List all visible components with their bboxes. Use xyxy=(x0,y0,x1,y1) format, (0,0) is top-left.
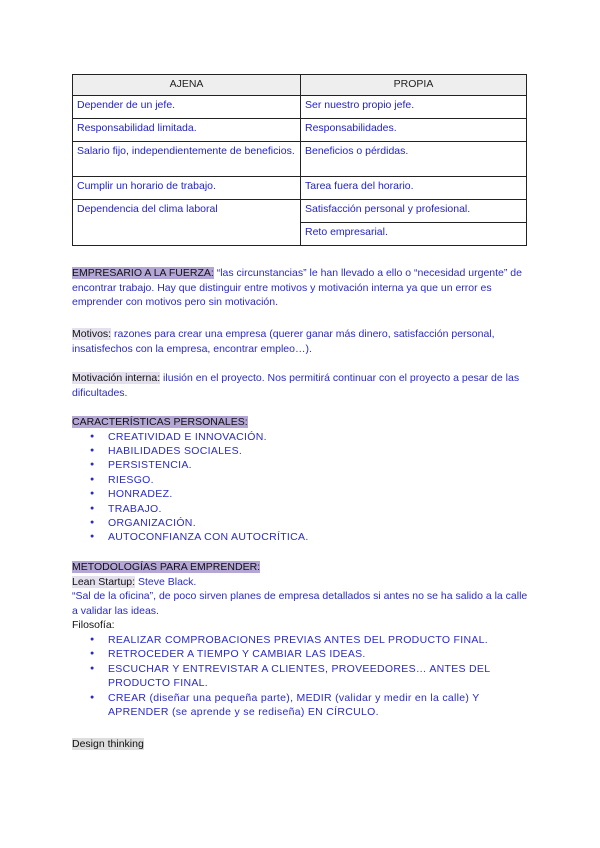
filosofia-list xyxy=(72,633,532,719)
metodologias-heading: METODOLOGÍAS PARA EMPRENDER: xyxy=(72,561,261,573)
table-cell: Ser nuestro propio jefe. xyxy=(301,96,527,119)
caracteristicas-heading: CARACTERÍSTICAS PERSONALES: xyxy=(72,416,248,428)
design-thinking-section xyxy=(72,737,532,752)
list-item: ● RETROCEDER A TIEMPO Y CAMBIAR LAS IDEAS. xyxy=(108,647,532,661)
list-item: ● AUTOCONFIANZA CON AUTOCRÍTICA. xyxy=(108,530,532,544)
lean-label: Lean Startup: xyxy=(72,575,136,588)
table-cell: Reto empresarial. xyxy=(301,223,527,246)
empresario-label: EMPRESARIO A LA FUERZA: xyxy=(72,267,214,279)
header-propia: PROPIA xyxy=(301,75,527,96)
caracteristicas-list xyxy=(72,430,532,545)
metodologias-section xyxy=(72,560,532,719)
list-item: ● PERSISTENCIA. xyxy=(108,458,532,472)
lean-author: Steve Black. xyxy=(135,575,197,588)
motivacion-text: ilusión en el proyecto. Nos permitirá continuar con el proyecto a pesar de las dificultades. xyxy=(72,372,520,399)
list-item: ● HONRADEZ. xyxy=(108,487,532,501)
table-cell: Beneficios o pérdidas. xyxy=(301,142,527,177)
table-cell: Tarea fuera del horario. xyxy=(301,177,527,200)
table-cell: Cumplir un horario de trabajo. xyxy=(73,177,301,200)
motivos-label: Motivos: xyxy=(72,328,112,340)
empresario-text: “las circunstancias” le han llevado a ello o “necesidad urgente” de encontrar trabajo. Hay que distinguir entre motivos y motivación interna ya que un error es emprender con motivos pero sin motivación. xyxy=(72,267,522,309)
motivacion-paragraph xyxy=(72,371,532,400)
list-item: ● REALIZAR COMPROBACIONES PREVIAS ANTES DEL PRODUCTO FINAL. xyxy=(108,633,532,647)
table-cell: Dependencia del clima laboral xyxy=(73,200,301,246)
table-row xyxy=(73,142,527,177)
table-cell: Depender de un jefe. xyxy=(73,96,301,119)
list-item: ● ORGANIZACIÓN. xyxy=(108,516,532,530)
filosofia-label: Filosofía: xyxy=(72,619,115,632)
list-item: ● TRABAJO. xyxy=(108,502,532,516)
motivos-paragraph xyxy=(72,327,532,356)
header-ajena: AJENA xyxy=(73,75,301,96)
list-item: ● HABILIDADES SOCIALES. xyxy=(108,444,532,458)
comparison-table xyxy=(72,74,527,246)
table-cell: Satisfacción personal y profesional. xyxy=(301,200,527,223)
table-cell: Salario fijo, independientemente de beneficios. xyxy=(73,142,301,177)
motivos-text: razones para crear una empresa (querer ganar más dinero, satisfacción personal, insatisfechos con la empresa, encontrar empleo…). xyxy=(72,328,495,355)
table-cell: Responsabilidad limitada. xyxy=(73,119,301,142)
table-cell: Responsabilidades. xyxy=(301,119,527,142)
list-item: ● CREAR (diseñar una pequeña parte), MEDIR (validar y medir en la calle) Y APRENDER (se aprende y se rediseña) EN CÍRCULO. xyxy=(108,691,532,720)
list-item: ● RIESGO. xyxy=(108,473,532,487)
table-row xyxy=(73,96,527,119)
lean-quote: “Sal de la oficina”, de poco sirven planes de empresa detallados si antes no se ha salido a la calle a validar las ideas. xyxy=(72,590,528,617)
empresario-paragraph xyxy=(72,266,532,310)
motivacion-label: Motivación interna: xyxy=(72,372,161,384)
table-row xyxy=(73,177,527,200)
caracteristicas-section xyxy=(72,415,532,545)
table-row xyxy=(73,119,527,142)
design-thinking-heading: Design thinking xyxy=(72,738,144,750)
list-item: ● ESCUCHAR Y ENTREVISTAR A CLIENTES, PROVEEDORES… ANTES DEL PRODUCTO FINAL. xyxy=(108,662,532,691)
table-row xyxy=(73,200,527,223)
list-item: ● CREATIVIDAD E INNOVACIÓN. xyxy=(108,430,532,444)
document-page xyxy=(72,74,528,750)
